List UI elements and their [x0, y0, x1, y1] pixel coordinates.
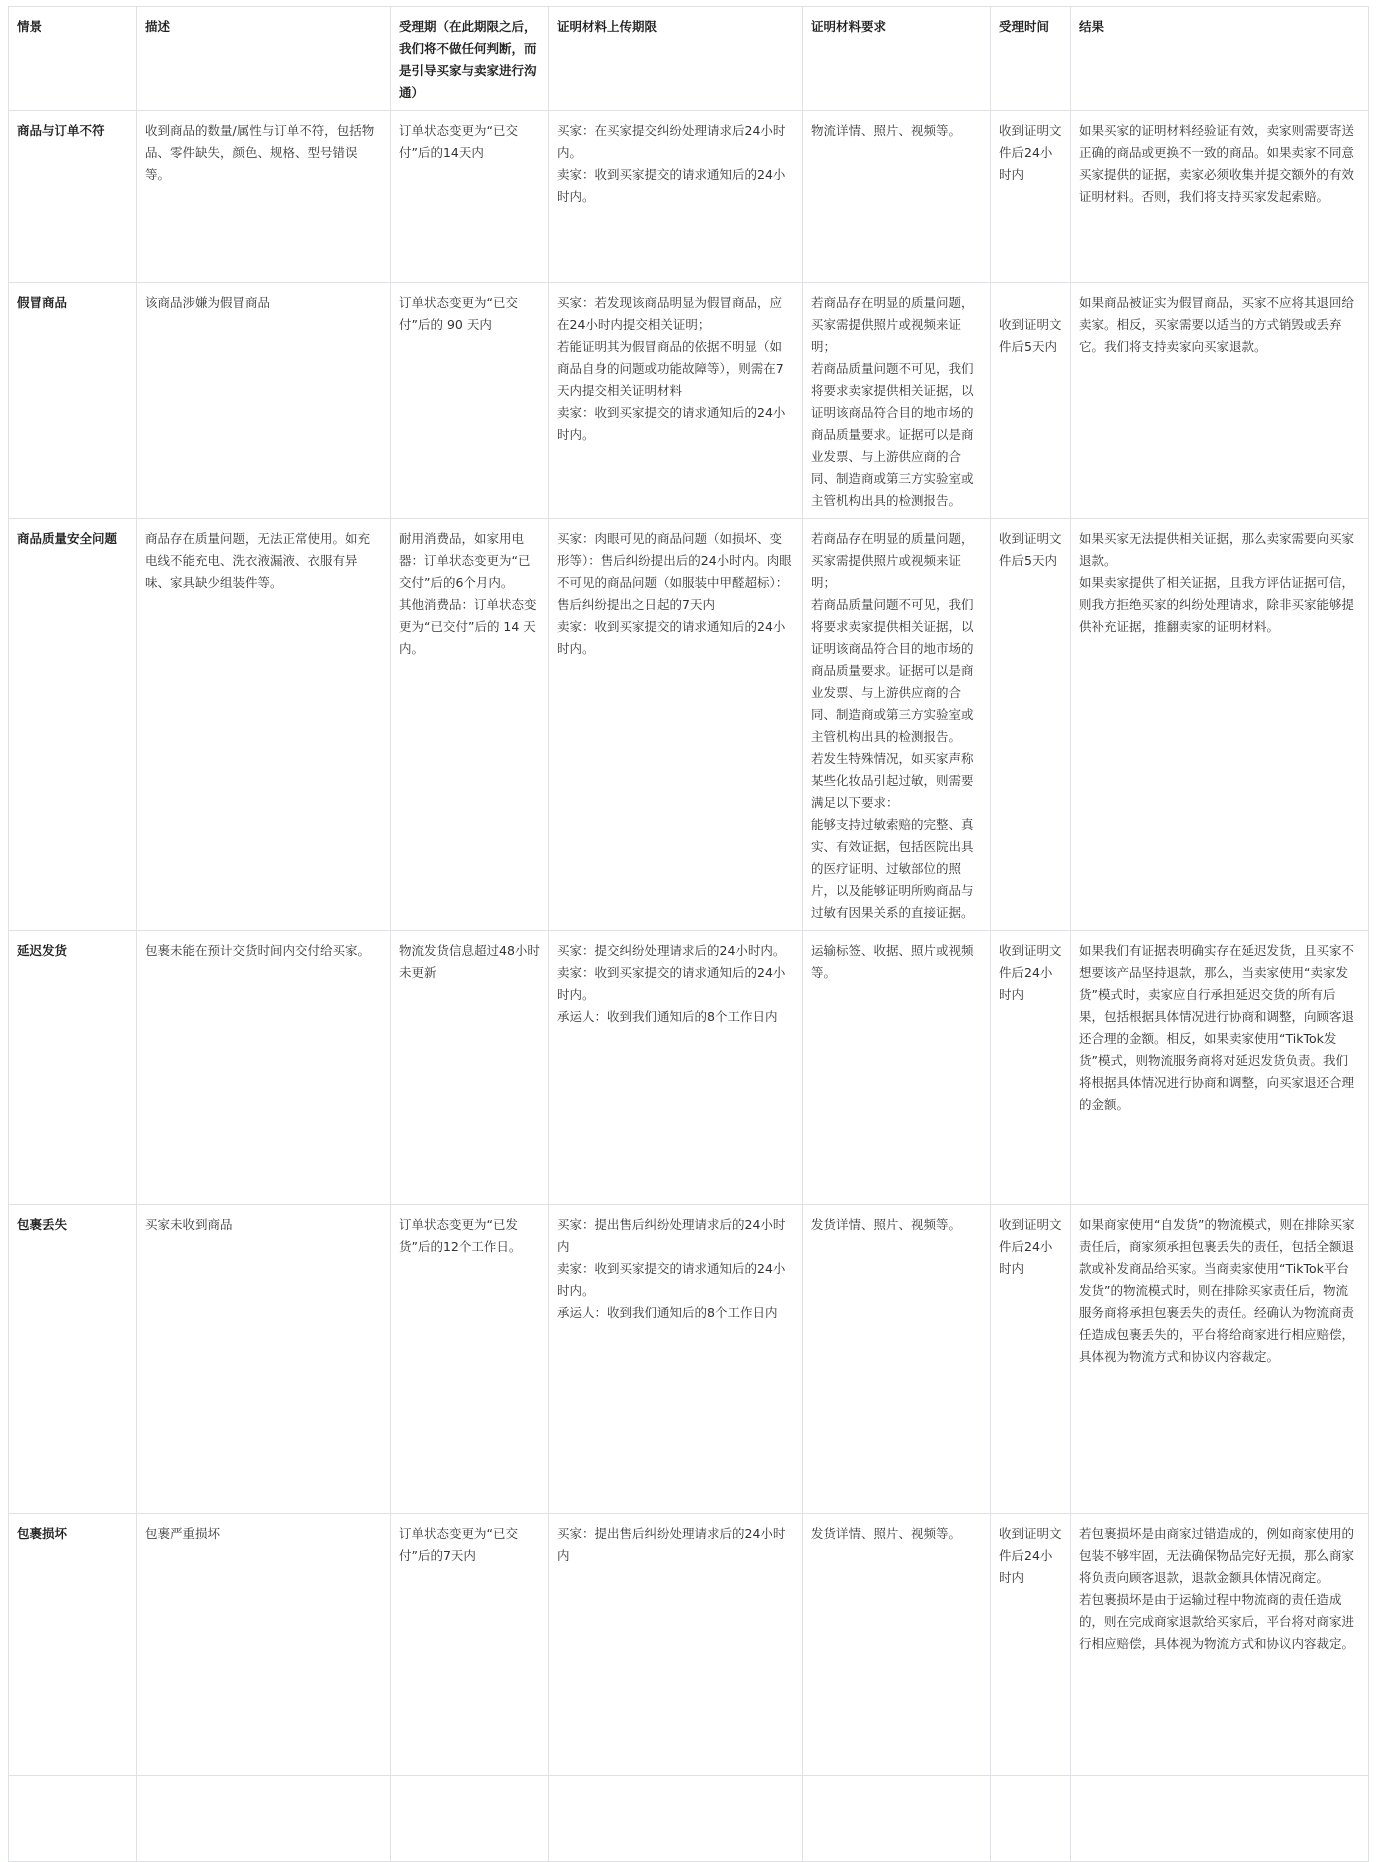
- processing-time-cell: [991, 111, 1071, 283]
- table-row: [9, 519, 1369, 931]
- empty-cell: [9, 1776, 137, 1862]
- table-row: [9, 931, 1369, 1205]
- upload-deadline-cell: [549, 1205, 803, 1514]
- description-cell: [137, 283, 391, 519]
- description-text: 买家未收到商品: [145, 1217, 233, 1232]
- acceptance-period-cell: [391, 111, 549, 283]
- acceptance-period-cell: [391, 1205, 549, 1514]
- empty-cell: [1071, 1776, 1369, 1862]
- acceptance-period-text: 其他消费品：订单状态变更为“已交付”后的 14 天内。: [399, 597, 537, 656]
- dispute-policy-container: [8, 6, 1368, 1862]
- evidence-requirements-text: 若商品存在明显的质量问题，买家需提供照片或视频来证明；: [811, 531, 974, 590]
- evidence-requirements-text: 若发生特殊情况，如买家声称某些化妆品引起过敏，则需要满足以下要求：: [811, 751, 974, 810]
- acceptance-period-text: 耐用消费品，如家用电器：订单状态变更为“已交付”后的6个月内。: [399, 531, 531, 590]
- processing-time-text: 收到证明文件后5天内: [999, 317, 1062, 354]
- description-text: 包裹未能在预计交货时间内交付给买家。: [145, 943, 371, 958]
- upload-deadline-cell: [549, 931, 803, 1205]
- acceptance-period-cell: [391, 519, 549, 931]
- result-cell: [1071, 931, 1369, 1205]
- description-text: 收到商品的数量/属性与订单不符，包括物品、零件缺失，颜色、规格、型号错误等。: [145, 123, 375, 182]
- scenario-cell: 延迟发货: [9, 931, 137, 1205]
- upload-deadline-text: 承运人：收到我们通知后的8个工作日内: [557, 1305, 778, 1320]
- empty-cell: [137, 1776, 391, 1862]
- scenario-cell: 商品与订单不符: [9, 111, 137, 283]
- evidence-requirements-cell: [803, 111, 991, 283]
- header-description: 描述: [137, 7, 391, 111]
- evidence-requirements-cell: [803, 931, 991, 1205]
- description-cell: [137, 1514, 391, 1776]
- processing-time-cell: [991, 1514, 1071, 1776]
- acceptance-period-text: 订单状态变更为“已交付”后的 90 天内: [399, 295, 518, 332]
- header-upload-deadline: 证明材料上传期限: [549, 7, 803, 111]
- upload-deadline-text: 若能证明其为假冒商品的依据不明显（如商品自身的问题或功能故障等），则需在7天内提交相关证明材料: [557, 339, 784, 398]
- evidence-requirements-text: 若商品质量问题不可见，我们将要求卖家提供相关证据，以证明该商品符合目的地市场的商品质量要求。证据可以是商业发票、与上游供应商的合同、制造商或第三方实验室或主管机构出具的检测报告。: [811, 361, 974, 508]
- upload-deadline-text: 买家：肉眼可见的商品问题（如损坏、变形等）：售后纠纷提出后的24小时内。肉眼不可见的商品问题（如服装中甲醛超标）：售后纠纷提出之日起的7天内: [557, 531, 792, 612]
- empty-cell: [549, 1776, 803, 1862]
- upload-deadline-text: 买家：提出售后纠纷处理请求后的24小时内: [557, 1526, 786, 1563]
- acceptance-period-text: 物流发货信息超过48小时未更新: [399, 943, 540, 980]
- acceptance-period-text: 订单状态变更为“已交付”后的14天内: [399, 123, 518, 160]
- upload-deadline-cell: [549, 283, 803, 519]
- header-evidence-requirements: 证明材料要求: [803, 7, 991, 111]
- result-text: 若包裹损坏是由于运输过程中物流商的责任造成的，则在完成商家退款给买家后，平台将对商家进行相应赔偿，具体视为物流方式和协议内容裁定。: [1079, 1592, 1355, 1651]
- result-text: 如果商品被证实为假冒商品，买家不应将其退回给卖家。相反，买家需要以适当的方式销毁或丢弃它。我们将支持卖家向买家退款。: [1079, 295, 1355, 354]
- evidence-requirements-cell: [803, 519, 991, 931]
- scenario-cell: 商品质量安全问题: [9, 519, 137, 931]
- acceptance-period-text: 订单状态变更为“已交付”后的7天内: [399, 1526, 518, 1563]
- result-cell: [1071, 1205, 1369, 1514]
- upload-deadline-text: 卖家：收到买家提交的请求通知后的24小时内。: [557, 619, 786, 656]
- result-cell: [1071, 283, 1369, 519]
- description-text: 该商品涉嫌为假冒商品: [145, 295, 271, 310]
- upload-deadline-text: 买家：提交纠纷处理请求后的24小时内。: [557, 943, 786, 958]
- processing-time-cell: [991, 1205, 1071, 1514]
- evidence-requirements-text: 发货详情、照片、视频等。: [811, 1217, 962, 1232]
- result-text: 如果买家的证明材料经验证有效，卖家则需要寄送正确的商品或更换不一致的商品。如果卖家不同意买家提供的证据，卖家必须收集并提交额外的有效证明材料。否则，我们将支持买家发起索赔。: [1079, 123, 1355, 204]
- processing-time-cell: [991, 931, 1071, 1205]
- empty-cell: [991, 1776, 1071, 1862]
- processing-time-cell: [991, 519, 1071, 931]
- acceptance-period-text: 订单状态变更为“已发货”后的12个工作日。: [399, 1217, 522, 1254]
- table-row: [9, 1205, 1369, 1514]
- description-text: 包裹严重损坏: [145, 1526, 221, 1541]
- upload-deadline-text: 卖家：收到买家提交的请求通知后的24小时内。: [557, 167, 786, 204]
- evidence-requirements-text: 能够支持过敏索赔的完整、真实、有效证据，包括医院出具的医疗证明、过敏部位的照片，以及能够证明所购商品与过敏有因果关系的直接证据。: [811, 817, 974, 920]
- evidence-requirements-text: 若商品质量问题不可见，我们将要求卖家提供相关证据，以证明该商品符合目的地市场的商品质量要求。证据可以是商业发票、与上游供应商的合同、制造商或第三方实验室或主管机构出具的检测报告。: [811, 597, 974, 744]
- acceptance-period-cell: [391, 283, 549, 519]
- evidence-requirements-text: 运输标签、收据、照片或视频等。: [811, 943, 974, 980]
- evidence-requirements-cell: [803, 1514, 991, 1776]
- evidence-requirements-cell: [803, 283, 991, 519]
- scenario-cell: 包裹损坏: [9, 1514, 137, 1776]
- evidence-requirements-text: 发货详情、照片、视频等。: [811, 1526, 962, 1541]
- processing-time-spacer: [999, 292, 1062, 314]
- table-row: [9, 283, 1369, 519]
- processing-time-text: 收到证明文件后24小时内: [999, 123, 1062, 182]
- header-scenario: 情景: [9, 7, 137, 111]
- acceptance-period-cell: [391, 1514, 549, 1776]
- dispute-policy-table: [8, 6, 1369, 1862]
- upload-deadline-text: 承运人：收到我们通知后的8个工作日内: [557, 1009, 778, 1024]
- result-text: 如果卖家提供了相关证据，且我方评估证据可信，则我方拒绝买家的纠纷处理请求，除非买家能够提供补充证据，推翻卖家的证明材料。: [1079, 575, 1355, 634]
- description-cell: [137, 519, 391, 931]
- result-text: 如果商家使用“自发货”的物流模式，则在排除买家责任后，商家须承担包裹丢失的责任，包括全额退款或补发商品给买家。当商卖家使用“TikTok平台发货”的物流模式时，则在排除买家责任后，物流服务商将承担包裹丢失的责任。经确认为物流商责任造成包裹丢失的，平台将给商家进行相应赔偿，具体视为物流方式和协议内容裁定。: [1079, 1217, 1355, 1364]
- evidence-requirements-cell: [803, 1205, 991, 1514]
- header-acceptance-period: 受理期（在此期限之后，我们将不做任何判断，而是引导买家与卖家进行沟通）: [391, 7, 549, 111]
- evidence-requirements-text: 若商品存在明显的质量问题，买家需提供照片或视频来证明；: [811, 295, 974, 354]
- upload-deadline-text: 买家：在买家提交纠纷处理请求后24小时内。: [557, 123, 786, 160]
- header-processing-time: 受理时间: [991, 7, 1071, 111]
- table-row: [9, 1514, 1369, 1776]
- header-result: 结果: [1071, 7, 1369, 111]
- upload-deadline-text: 买家：若发现该商品明显为假冒商品，应在24小时内提交相关证明；: [557, 295, 783, 332]
- description-cell: [137, 1205, 391, 1514]
- processing-time-text: 收到证明文件后24小时内: [999, 1217, 1062, 1276]
- scenario-cell: 假冒商品: [9, 283, 137, 519]
- upload-deadline-cell: [549, 1514, 803, 1776]
- scenario-cell: 包裹丢失: [9, 1205, 137, 1514]
- evidence-requirements-text: 物流详情、照片、视频等。: [811, 123, 962, 138]
- description-text: 商品存在质量问题，无法正常使用。如充电线不能充电、洗衣液漏液、衣服有异味、家具缺少组装件等。: [145, 531, 371, 590]
- processing-time-text: 收到证明文件后24小时内: [999, 943, 1062, 1002]
- empty-cell: [391, 1776, 549, 1862]
- result-text: 如果买家无法提供相关证据，那么卖家需要向买家退款。: [1079, 531, 1355, 568]
- result-cell: [1071, 111, 1369, 283]
- result-cell: [1071, 519, 1369, 931]
- acceptance-period-cell: [391, 931, 549, 1205]
- empty-cell: [803, 1776, 991, 1862]
- result-text: 若包裹损坏是由商家过错造成的，例如商家使用的包装不够牢固，无法确保物品完好无损，那么商家将负责向顾客退款，退款金额具体情况商定。: [1079, 1526, 1355, 1585]
- result-cell: [1071, 1514, 1369, 1776]
- upload-deadline-cell: [549, 519, 803, 931]
- upload-deadline-text: 卖家：收到买家提交的请求通知后的24小时内。: [557, 965, 786, 1002]
- processing-time-text: 收到证明文件后5天内: [999, 531, 1062, 568]
- upload-deadline-cell: [549, 111, 803, 283]
- table-row-empty: [9, 1776, 1369, 1862]
- header-row: [9, 7, 1369, 111]
- table-row: [9, 111, 1369, 283]
- result-text: 如果我们有证据表明确实存在延迟发货，且买家不想要该产品坚持退款，那么，当卖家使用“卖家发货”模式时，卖家应自行承担延迟交货的所有后果，包括根据具体情况进行协商和调整，向顾客退还合理的金额。相反，如果卖家使用“TikTok发货”模式，则物流服务商将对延迟发货负责。我们将根据具体情况进行协商和调整，向买家退还合理的金额。: [1079, 943, 1355, 1112]
- upload-deadline-text: 买家：提出售后纠纷处理请求后的24小时内: [557, 1217, 786, 1254]
- processing-time-text: 收到证明文件后24小时内: [999, 1526, 1062, 1585]
- description-cell: [137, 111, 391, 283]
- description-cell: [137, 931, 391, 1205]
- upload-deadline-text: 卖家：收到买家提交的请求通知后的24小时内。: [557, 1261, 786, 1298]
- upload-deadline-text: 卖家：收到买家提交的请求通知后的24小时内。: [557, 405, 786, 442]
- processing-time-cell: [991, 283, 1071, 519]
